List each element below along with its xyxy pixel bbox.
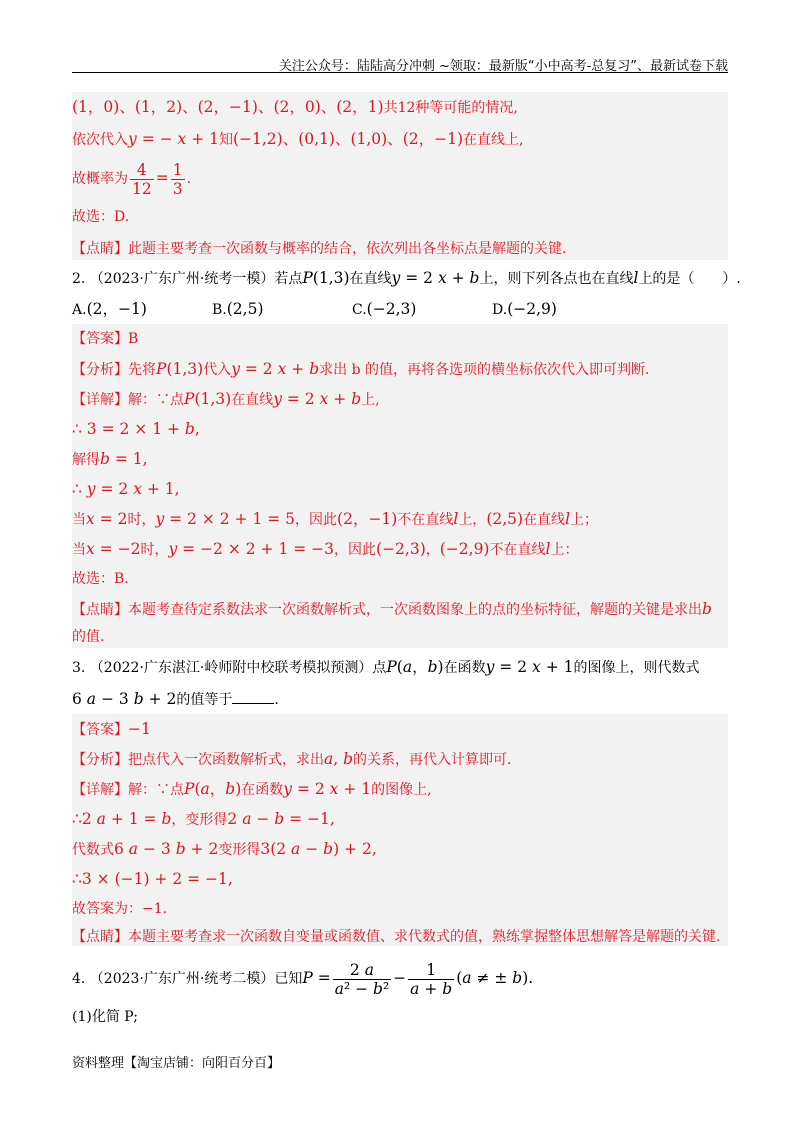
- q3-final: 故答案为：−1.: [72, 901, 168, 917]
- prev-choose: 故选：D.: [72, 209, 130, 225]
- q3-stem: 3. （2022·广东湛江·岭师附中校联考模拟预测）点P(a，b)在函数y = 2 x + 1的图像上，则代数式: [72, 658, 700, 676]
- q2-step-2: 解得b = 1,: [72, 450, 148, 468]
- q3-answer: 【答案】−1: [72, 720, 151, 738]
- q3-step-2: 代数式6 a − 3 b + 2变形得3(2 a − b) + 2,: [72, 840, 377, 858]
- q2-option-d: D.(−2,9): [492, 300, 557, 318]
- q2-option-b: B.(2,5): [212, 300, 264, 318]
- q3-step-1: ∴2 a + 1 = b，变形得2 a − b = −1,: [72, 810, 335, 828]
- prev-line-2: 依次代入y = − x + 1知(−1,2)、(0,1)、(1,0)、(2，−1)在直线上,: [72, 130, 524, 148]
- q3-stem-2: 6 a − 3 b + 2的值等于 .: [72, 690, 279, 708]
- q4-sub1: (1)化简 P;: [72, 1009, 138, 1025]
- prev-line-3: 故概率为 $\frac{4}{12}$ = $\frac{1}{3}$ .: [72, 160, 192, 198]
- header-rule: [72, 72, 728, 73]
- q2-comment: 【点睛】本题考查待定系数法求一次函数解析式，一次函数图象上的点的坐标特征，解题的关键是求出b: [72, 600, 712, 618]
- q2-answer: 【答案】B: [72, 331, 139, 347]
- q2-stem: 2. （2023·广东广州·统考一模）若点P(1,3)在直线y = 2 x + b上，则下列各点也在直线l上的是（ ）.: [72, 269, 741, 287]
- q3-step-3: ∴3 × (−1) + 2 = −1,: [72, 870, 233, 888]
- q2-options: [72, 298, 557, 321]
- footer-text: 资料整理【淘宝店铺：向阳百分百】: [72, 1056, 281, 1071]
- prev-line-1: (1，0)、(1，2)、(2，−1)、(2，0)、(2，1)共12种等可能的情况,: [72, 98, 518, 116]
- q2-option-c: C.(−2,3): [352, 300, 417, 318]
- q2-choose: 故选：B.: [72, 571, 129, 587]
- q3-analysis: 【分析】把点代入一次函数解析式，求出a, b的关系，再代入计算即可.: [72, 750, 512, 768]
- q2-detail: 【详解】解：∵点P(1,3)在直线y = 2 x + b上,: [72, 390, 380, 408]
- q2-option-a: A.(2，−1): [72, 300, 147, 318]
- q2-comment-2: 的值.: [72, 629, 105, 645]
- prev-comment: 【点睛】此题主要考查一次函数与概率的结合，依次列出各坐标点是解题的关键.: [72, 241, 567, 257]
- q2-step-4: 当x = 2时，y = 2 × 2 + 1 = 5，因此(2，−1)不在直线l上，(2,5)在直线l上；: [72, 510, 599, 528]
- q2-analysis: 【分析】先将P(1,3)代入y = 2 x + b求出 b 的值，再将各选项的横坐标依次代入即可判断.: [72, 360, 650, 378]
- header-text: 关注公众号：陆陆高分冲刺 ~领取：最新版“小中高考-总复习”、最新试卷下载: [278, 59, 728, 74]
- q4-stem: 4. （2023·广东广州·统考二模）已知P = $\frac{2 a}{\text{a² − b²}}$ − $\frac{1}{a + b}$ (a ≠ ± b).: [72, 960, 534, 998]
- q3-comment: 【点睛】本题主要考查求一次函数自变量或函数值、求代数式的值，熟练掌握整体思想解答是解题的关键.: [72, 929, 721, 945]
- q2-step-5: 当x = −2时，y = −2 × 2 + 1 = −3，因此(−2,3)，(−2,9)不在直线l上：: [72, 540, 579, 558]
- q2-step-1: ∴ 3 = 2 × 1 + b,: [72, 420, 200, 438]
- answer-blank: [232, 689, 274, 704]
- q2-step-3: ∴ y = 2 x + 1,: [72, 480, 180, 498]
- q3-detail: 【详解】解：∵点P(a，b)在函数y = 2 x + 1的图像上,: [72, 780, 432, 798]
